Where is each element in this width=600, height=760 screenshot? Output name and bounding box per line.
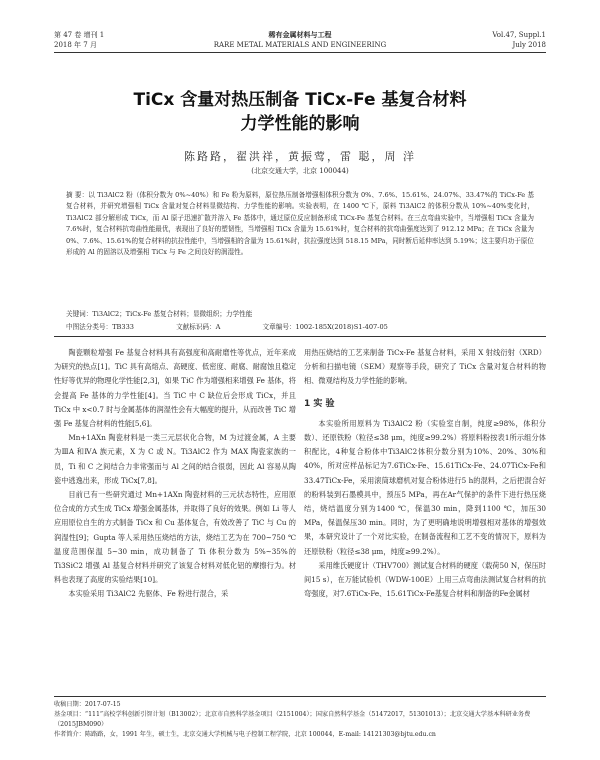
keywords: 关键词：Ti3AlC2；TiCx-Fe 基复合材料；显微组织；力学性能: [66, 310, 253, 318]
journal-name: [54, 30, 546, 50]
title-line-1: TiCx 含量对热压制备 TiCx-Fe 基复合材料: [133, 90, 467, 110]
date-line: 2018 年 7 月: [54, 41, 97, 49]
paragraph: 本实验所用原料为 Ti3AlC2 粉（实验室自制，纯度≥98%，体积分数）、还原铁粉（粒径≤38 μm，纯度≥99.2%）将原料粉按表1所示组分体积配比，4种复合粉体中Ti3AlC2体积分数分别为10%、20%、30%和40%，所对应样品标记为7.6TiCx-Fe、15.61TiCx-Fe、24.07TiCx-Fe和33.47TiCx-Fe，采用滚筒球磨机对复合粉体进行5 h的混料，之后把混合好的粉料装到石墨模具中，预压5 MPa，再在Ar气保护的条件下进行热压烧结，烧结温度分别为1400 ℃，保温30 min，降到1100 ℃，加压30 MPa，保温保压30 min。同时，为了更明确地说明增强相对基体的增强效果，本研究设计了一个对比实验，在制备流程和工艺不变的情况下，原料为还原铁粉（粒径≤38 μm，纯度≥99.2%）。: [304, 418, 546, 556]
body-column-right: [304, 346, 546, 601]
paragraph: 用热压烧结的工艺来制备 TiCx-Fe 基复合材料，采用 X 射线衍射（XRD）分析和扫描电镜（SEM）观察等手段，研究了 TiCx 含量对复合材料的物相、微观结构及力学性能的影响。: [304, 348, 546, 386]
received-date: 收稿日期：2017-07-15: [54, 701, 121, 708]
paper-title: [40, 88, 560, 136]
document-code: 文献标识码：A: [176, 323, 221, 331]
author-list: 陈路路，翟洪祥，黄振莺，雷 聪，周 洋: [184, 150, 416, 163]
title-line-2: 力学性能的影响: [240, 114, 360, 134]
volume-line: 第 47 卷 增刊 1: [54, 31, 105, 39]
divider: [54, 336, 546, 337]
paragraph: 目前已有一些研究通过 Mn+1AXn 陶瓷材料的三元状态特性，应用原位合成的方式生成 TiCx 增强金属基体，并取得了良好的效果。例如 Li 等人应用原位自生的方式制备 TiCx 和 Cu 基体复合，有效改善了 TiC 与 Cu 的润湿性[9]；Gupta 等人采用热压烧结的方法，烧结工艺为在 700~750 ℃温度范围保温 5~30 min，成功制备了 Ti 体积分数为 5%~35%的 Ti3SiC2 增强 Al 基复合材料并研究了该复合材料对低化铝的摩擦行为。材料也表现了高度的实验结果[10]。: [54, 490, 296, 585]
funding: 基金项目：“111”高校学科创新引智计划（B13002）；北京市自然科学基金项目（2151004）；国家自然科学基金（51472017，51301013）；北京交通大学基本科研业务费（2015JBM090）: [54, 711, 531, 728]
clc-number: 中图法分类号：TB333: [66, 323, 134, 331]
paragraph: Mn+1AXn 陶瓷材料是一类三元层状化合物，M 为过渡金属，A 主要为ⅢA 和ⅣA 族元素，X 为 C 或 N。Ti3AlC2 作为 MAX 陶瓷家族的一员，Ti 和 C 之间结合力非常强而与 Al 之间的结合很弱，因此 Al 容易从陶瓷中逃逸出来，形成 TiCx[7,8]。: [54, 433, 296, 485]
affiliation: (北京交通大学，北京 100044): [251, 167, 349, 175]
abstract: 摘 要：以 Ti3AlC2 粉（体积分数为 0%~40%）和 Fe 粉为原料，原位热压制备增强相体积分数为 0%、7.6%、15.61%、24.07%、33.47%的 TiCx-Fe 基复合材料，并研究增强相 TiCx 含量对复合材料显微结构、力学性能的影响。实验表明，在 1400 ℃下，原料 Ti3AlC2 的体积分数从 10%~40%变化时，Ti3AlC2 部分解形成 TiCx，而 Al 原子迅速扩散并溶入 Fe 基体中，通过原位反应制备形成 TiCx-Fe 基复合材料。在三点弯曲实验中，当增强相 TiCx 含量为 7.6%时，复合材料抗弯曲性能最优，表现出了良好的塑韧性，当增强相 TiCx 含量为 15.61%时，复合材料的抗弯曲强度达到了 912.12 MPa；在 TiCx 含量为 0%、7.6%、15.61%的复合材料的抗拉性能中，当增强相的含量为 15.61%时，抗拉强度达到 518.15 MPa，同时断后延伸率达到 5.19%；这主要归功于原位形成的 Al 的固溶以及增强相 TiCx 与 Fe 之间良好的润湿性。: [66, 191, 534, 257]
journal-name-en: RARE METAL MATERIALS AND ENGINEERING: [213, 41, 387, 49]
paragraph: 陶瓷颗粒增强 Fe 基复合材料具有高强度和高耐磨性等优点，近年来成为研究的热点[1]。TiC 具有高熔点、高硬度、低密度、耐腐、耐腐蚀且稳定性好等优异的物理化学性能[2,3]，如果 TiC 作为增强相来增强 Fe 基体，将会提高 Fe 基体的力学性能[4]。当 TiC 中 C 缺位后会形成 TiCx，并且 TiCx 中 x<0.7 时与金属基体的润湿性会有大幅度的提升，从而改善 TiC 增强 Fe 基复合材料的性能[5,6]。: [54, 348, 296, 429]
article-number: 文章编号：1002-185X(2018)S1-407-05: [262, 323, 388, 331]
author-bio: 作者简介：陈路路，女，1991 年生，硕士生，北京交通大学机械与电子控制工程学院，北京 100044，E-mail: 14121303@bjtu.edu.cn: [54, 731, 436, 738]
footnote: [54, 696, 546, 740]
journal-name-cn: 稀有金属材料与工程: [268, 30, 332, 39]
section-heading: 1 实 验: [304, 398, 335, 409]
date-line-en: July 2018: [512, 41, 546, 49]
volume-info-en: [492, 30, 546, 50]
paragraph: 采用维氏硬度计（THV700）测试复合材料的硬度（载荷50 N，保压时间15 s），在万能试验机（WDW-100E）上用三点弯曲法测试复合材料的抗弯强度，对7.6TiCx-Fe、15.61TiCx-Fe基复合材料和制备的Fe金属材: [304, 560, 546, 599]
body-column-left: [54, 346, 296, 602]
paragraph: 本实验采用 Ti3AlC2 先驱体、Fe 粉进行混合，采: [68, 589, 229, 599]
running-header: [54, 30, 546, 53]
classification-line: [66, 321, 534, 331]
volume-line-en: Vol.47, Suppl.1: [492, 31, 546, 39]
